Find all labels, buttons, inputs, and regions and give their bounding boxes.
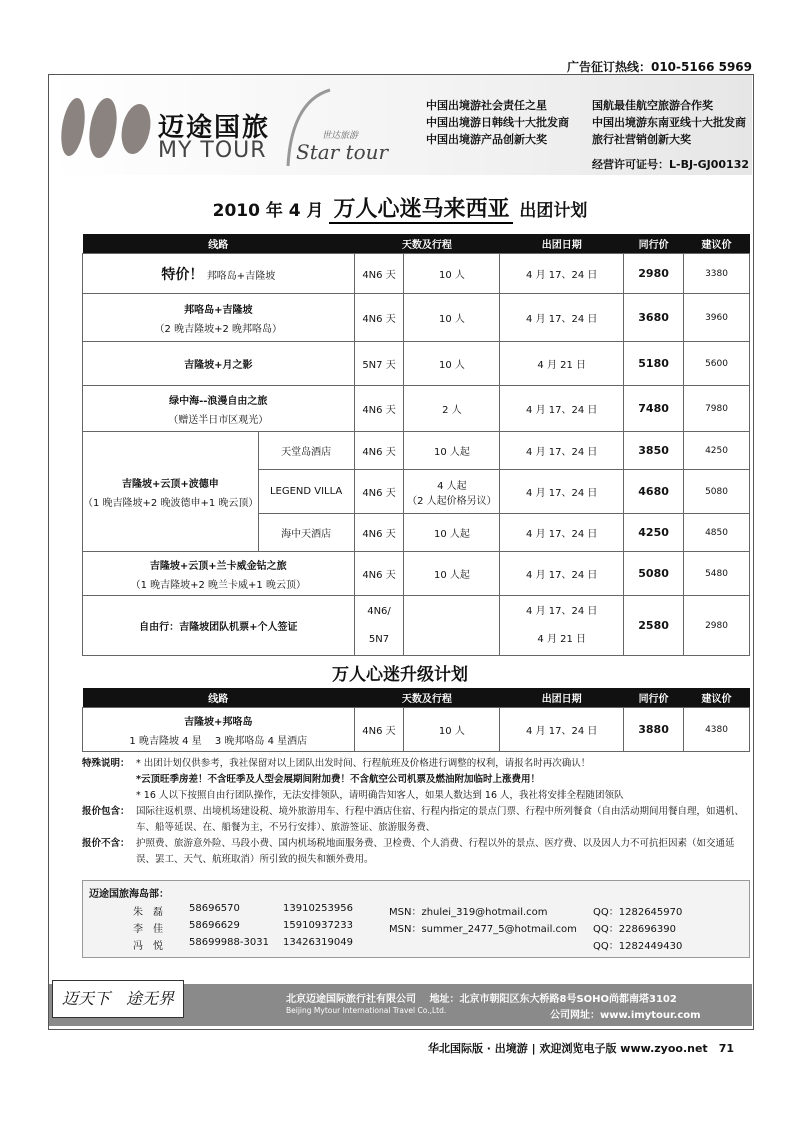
col-days: 天数及行程 — [354, 234, 500, 254]
contact-mobile: 13426319049 — [283, 937, 353, 948]
group-size: 10 人 — [404, 708, 500, 752]
group-size: 10 人起 — [404, 514, 500, 552]
brand-name-cn: 迈途国旅 — [158, 113, 271, 143]
special-notes-label: 特殊说明： — [82, 758, 130, 769]
group-note: （2 人起价格另议） — [407, 495, 497, 507]
contact-phone: 58696629 — [189, 920, 240, 931]
route-detail: （2 晚吉隆坡+2 晚邦咯岛） — [154, 323, 282, 335]
days: 5N7 天 — [354, 342, 404, 386]
route-name: 自由行：吉隆坡团队机票+个人签证 — [83, 596, 355, 656]
days: 4N6 天 — [354, 514, 404, 552]
contact-msn: MSN：zhulei_319@hotmail.com — [389, 907, 548, 918]
contact-name: 李 佳 — [133, 924, 163, 935]
table-row — [83, 708, 750, 752]
departure-date: 4 月 21 日 — [537, 633, 587, 645]
suggested-price: 4250 — [684, 432, 750, 470]
contact-mobile: 13910253956 — [283, 903, 353, 914]
contact-qq: QQ：1282645970 — [593, 907, 683, 918]
suggested-price: 2980 — [684, 596, 750, 656]
col-date: 出团日期 — [500, 234, 624, 254]
special-note: *云顶旺季房差！不含旺季及人型会展期间附加费！不含航空公司机票及燃油附加临时上涨费用！ — [136, 774, 540, 785]
plan-title — [0, 192, 800, 223]
brand-name-en: MY TOUR — [158, 138, 267, 163]
group-size: 2 人 — [404, 386, 500, 432]
contact-qq: QQ：228696390 — [593, 924, 677, 935]
plan-title-main: 万人心迷马来西亚 — [329, 196, 513, 224]
license-number: 经营许可证号：L-BJ-GJ00132 — [592, 158, 750, 171]
upgrade-table — [82, 688, 750, 752]
upgrade-title: 万人心迷升级计划 — [332, 665, 468, 685]
group-size: 10 人起 — [404, 552, 500, 596]
departure-date: 4 月 17、24 日 — [500, 294, 624, 342]
contact-row — [83, 903, 749, 919]
col-suggested-price: 建议价 — [684, 234, 750, 254]
col-days: 天数及行程 — [354, 688, 500, 708]
price-excludes-label: 报价不含： — [82, 838, 130, 849]
contact-row — [83, 937, 749, 953]
contact-box — [82, 880, 750, 958]
route-detail: （赠送半日市区观光） — [168, 414, 269, 426]
route-name: 吉隆坡+月之影 — [83, 342, 355, 386]
route-detail: （1 晚吉隆坡+2 晚兰卡威+1 晚云顶） — [130, 579, 306, 591]
special-label: 特价！ — [161, 266, 204, 283]
award: 中国出境游东南亚线十大批发商 — [592, 116, 746, 129]
award: 中国出境游产品创新大奖 — [426, 133, 547, 146]
suggested-price: 5080 — [684, 470, 750, 514]
departure-date: 4 月 17、24 日 — [500, 470, 624, 514]
hotel-name: 海中天酒店 — [258, 514, 354, 552]
route-detail: 1 晚吉隆坡 4 星 3 晚邦咯岛 4 星酒店 — [129, 735, 308, 747]
col-peer-price: 同行价 — [624, 234, 684, 254]
days: 4N6 天 — [354, 552, 404, 596]
route-name: 邦咯岛+吉隆坡 — [184, 304, 253, 316]
peer-price: 5180 — [624, 342, 684, 386]
contact-mobile: 15910937233 — [283, 920, 353, 931]
table-row — [83, 294, 750, 342]
days: 4N6/ — [367, 605, 391, 617]
route-name: 吉隆坡+云顶+兰卡威金钻之旅 — [149, 560, 287, 572]
special-note: * 16 人以下按照自由行团队操作，无法安排领队，请明确告知客人，如果人数达到 16 人，我社将安排全程随团领队 — [136, 790, 624, 801]
suggested-price: 4850 — [684, 514, 750, 552]
contact-phone: 58699988-3031 — [189, 937, 269, 948]
suggested-price: 4380 — [684, 708, 750, 752]
star-brand-en: Star tour — [296, 140, 389, 164]
peer-price: 3880 — [624, 708, 684, 752]
table-row — [83, 596, 750, 656]
departure-date: 4 月 17、24 日 — [500, 386, 624, 432]
contact-msn: MSN：summer_2477_5@hotmail.com — [389, 924, 577, 935]
days: 5N7 — [368, 633, 390, 645]
plan-title-suffix: 出团计划 — [519, 201, 588, 221]
group-size: 10 人 — [404, 342, 500, 386]
contact-qq: QQ：1282449430 — [593, 941, 683, 952]
award: 中国出境游日韩线十大批发商 — [426, 116, 569, 129]
price-includes-label: 报价包含： — [82, 806, 130, 817]
table-row — [83, 342, 750, 386]
contact-title: 迈途国旅海岛部： — [89, 889, 169, 900]
group-size: 10 人起 — [404, 432, 500, 470]
hotel-name: 天堂岛酒店 — [258, 432, 354, 470]
days: 4N6 天 — [354, 254, 404, 294]
contact-row — [83, 920, 749, 936]
departure-date: 4 月 17、24 日 — [500, 708, 624, 752]
route-name: 绿中海--浪漫自由之旅 — [169, 395, 268, 407]
peer-price: 3850 — [624, 432, 684, 470]
suggested-price: 3960 — [684, 294, 750, 342]
group-size: 10 人 — [404, 254, 500, 294]
footer-company: 北京迈途国际旅行社有限公司 地址：北京市朝阳区东大桥路8号SOHO尚都南塔3102 — [286, 994, 677, 1005]
departure-date: 4 月 17、24 日 — [500, 254, 624, 294]
peer-price: 4680 — [624, 470, 684, 514]
award: 中国出境游社会责任之星 — [426, 99, 547, 112]
departure-date: 4 月 17、24 日 — [500, 552, 624, 596]
peer-price: 2980 — [624, 254, 684, 294]
group-size: 10 人 — [404, 294, 500, 342]
hotel-name: LEGEND VILLA — [258, 470, 354, 514]
departure-date: 4 月 17、24 日 — [526, 605, 598, 617]
suggested-price: 3380 — [684, 254, 750, 294]
award: 旅行社营销创新大奖 — [592, 133, 691, 146]
price-excludes: 护照费、旅游意外险、马段小费、国内机场税地面服务费、卫检费、个人消费、行程以外的景点、医疗费、以及因人力不可抗拒因素（如交通延误、罢工、天气、航班取消）所引致的损失和额外费用。 — [136, 838, 735, 865]
table-header-row — [83, 688, 750, 708]
days: 4N6 天 — [354, 432, 404, 470]
route-detail: （1 晚吉隆坡+2 晚波德申+1 晚云顶） — [83, 497, 259, 509]
peer-price: 7480 — [624, 386, 684, 432]
days: 4N6 天 — [354, 708, 404, 752]
contact-name: 朱 磊 — [133, 907, 163, 918]
peer-price: 3680 — [624, 294, 684, 342]
plan-title-date: 2010 年 4 月 — [212, 201, 324, 221]
suggested-price: 5600 — [684, 342, 750, 386]
days: 4N6 天 — [354, 470, 404, 514]
peer-price: 5080 — [624, 552, 684, 596]
footer-company-en: Beijing Mytour International Travel Co.,Ltd. — [286, 1006, 447, 1015]
route-name: 吉隆坡+云顶+波德申 — [121, 478, 219, 490]
days: 4N6 天 — [354, 294, 404, 342]
table-row — [83, 254, 750, 294]
contact-name: 冯 悦 — [133, 941, 163, 952]
col-date: 出团日期 — [500, 688, 624, 708]
departure-date: 4 月 21 日 — [500, 342, 624, 386]
route-name: 邦咯岛+吉隆坡 — [206, 270, 276, 282]
page-footer: 华北国际版 · 出境游 | 欢迎浏览电子版 www.zyoo.net 71 — [427, 1042, 734, 1055]
slogan: 迈天下 途无界 — [62, 989, 175, 1008]
contact-phone: 58696570 — [189, 903, 240, 914]
table-header-row — [83, 234, 750, 254]
price-includes: 国际往返机票、出境机场建设税、境外旅游用车、行程中酒店住宿、行程内指定的景点门票、行程中所列餐食（自由活动期间用餐自理，如遇机、车、船等延误、在、船餐为主，不另行安排）、旅游签证、旅游服务费、 — [136, 806, 745, 833]
col-peer-price: 同行价 — [624, 688, 684, 708]
ad-hotline: 广告征订热线：010-5166 5969 — [566, 60, 752, 74]
footer-website: 公司网址：www.imytour.com — [550, 1010, 701, 1021]
star-brand-cn: 世达旅游 — [322, 131, 359, 141]
award: 国航最佳航空旅游合作奖 — [592, 99, 713, 112]
group-size: 4 人起 — [437, 480, 467, 492]
tour-schedule-table — [82, 234, 750, 656]
special-note: * 出团计划仅供参考，我社保留对以上团队出发时间、行程航班及价格进行调整的权利，请报名时再次确认！ — [136, 758, 591, 769]
col-route: 线路 — [83, 234, 355, 254]
col-route: 线路 — [83, 688, 355, 708]
table-row — [83, 432, 750, 470]
departure-date: 4 月 17、24 日 — [500, 432, 624, 470]
table-row — [83, 386, 750, 432]
route-name: 吉隆坡+邦咯岛 — [184, 716, 253, 728]
suggested-price: 7980 — [684, 386, 750, 432]
table-row — [83, 552, 750, 596]
days: 4N6 天 — [354, 386, 404, 432]
peer-price: 4250 — [624, 514, 684, 552]
departure-date: 4 月 17、24 日 — [500, 514, 624, 552]
col-suggested-price: 建议价 — [684, 688, 750, 708]
suggested-price: 5480 — [684, 552, 750, 596]
notes-section — [82, 756, 748, 868]
peer-price: 2580 — [624, 596, 684, 656]
